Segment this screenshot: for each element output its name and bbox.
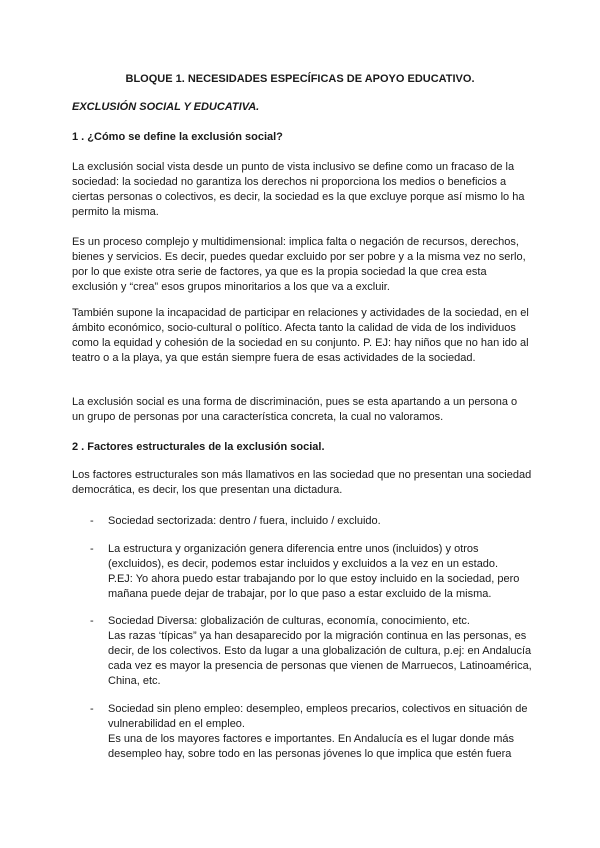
list-item-text: P.EJ: Yo ahora puedo estar trabajando por lo que estoy incluido en la sociedad, pero mañana puede dejar de trabajar, por lo que paso a estar excluido de la misma. [108, 573, 520, 600]
list-bullet: - [90, 615, 94, 627]
list-bullet: - [90, 515, 94, 527]
list-bullet: - [90, 703, 94, 715]
list-item-text: Sociedad Diversa: globalización de culturas, economía, conocimiento, etc. [108, 615, 470, 627]
section2-intro: Los factores estructurales son más llamativos en las sociedad que no presentan una sociedad democrática, es decir, los que presentan una dictadura. [72, 469, 532, 496]
list-item-text: La estructura y organización genera diferencia entre unos (incluidos) y otros (excluidos), es decir, podemos estar incluidos y excluidos a la vez en un estado. [108, 543, 499, 570]
section-subtitle: EXCLUSIÓN SOCIAL Y EDUCATIVA. [72, 101, 260, 113]
section1-paragraph-1: La exclusión social vista desde un punto de vista inclusivo se define como un fracaso de la sociedad: la sociedad no garantiza los derechos ni proporciona los medios o beneficios a ciertas personas o colectivos, es decir, la sociedad es la que excluye porque así mismo lo ha permito la misma. [72, 161, 525, 218]
section1-heading: 1 . ¿Cómo se define la exclusión social? [72, 131, 283, 143]
section2-heading: 2 . Factores estructurales de la exclusión social. [72, 441, 325, 453]
section1-paragraph-4: La exclusión social es una forma de discriminación, pues se esta apartando a un persona o un grupo de personas por una característica concreta, la cual no valoramos. [72, 396, 518, 423]
list-item-text: Las razas ‘típicas” ya han desaparecido por la migración continua en las personas, es decir, de los colectivos. Esto da lugar a una globalización de cultura, p.ej: en Andalucía cada vez es mayor la presencia de personas que vienen de Marruecos, Latinoamérica, China, etc. [108, 630, 532, 687]
section1-paragraph-3: También supone la incapacidad de participar en relaciones y actividades de la sociedad, en el ámbito económico, socio-cultural o político. Afecta tanto la calidad de vida de los individuos como la equidad y cohesión de la sociedad en su conjunto. P. EJ: hay niños que no han ido al teatro o a la playa, ya que están siempre fuera de esas actividades de la sociedad. [72, 307, 529, 364]
document-title: BLOQUE 1. NECESIDADES ESPECÍFICAS DE APOYO EDUCATIVO. [125, 73, 475, 85]
list-item-text: Es una de los mayores factores e importantes. En Andalucía es el lugar donde más desempleo hay, sobre todo en las personas jóvenes lo que implica que estén fuera [108, 733, 515, 760]
section1-paragraph-2: Es un proceso complejo y multidimensional: implica falta o negación de recursos, derechos, bienes y servicios. Es decir, puedes quedar excluido por ser pobre y a la misma vez no serlo, por lo que existe otra serie de factores, ya que es la propia sociedad la que crea esta exclusión y “crea” esos grupos minoritarios a los que va a excluir. [72, 236, 526, 293]
list-item-text: Sociedad sin pleno empleo: desempleo, empleos precarios, colectivos en situación de vulnerabilidad en el empleo. [108, 703, 528, 730]
list-bullet: - [90, 543, 94, 555]
list-item-text: Sociedad sectorizada: dentro / fuera, incluido / excluido. [108, 515, 381, 527]
